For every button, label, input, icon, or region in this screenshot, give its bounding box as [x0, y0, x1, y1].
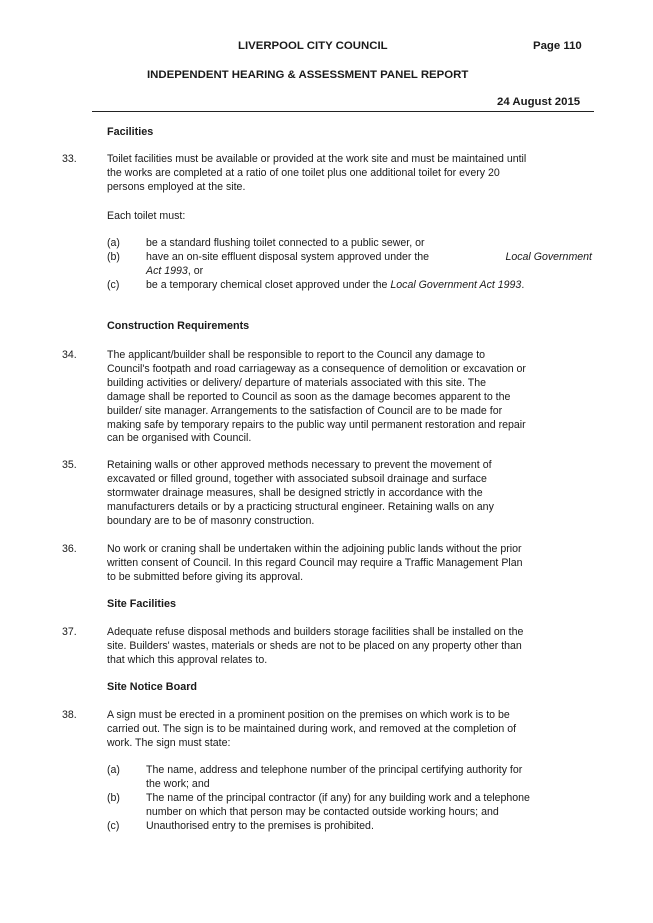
each-toilet-intro: Each toilet must:: [107, 210, 186, 222]
section-heading-site-notice-board: Site Notice Board: [107, 681, 197, 693]
clause-number-38: 38.: [62, 709, 77, 721]
clause-33-text: Toilet facilities must be available or provided at the work site and must be maintained until the works are completed at a ratio of one toilet plus one additional toilet for every 20 persons employed at the site.: [107, 153, 527, 193]
report-date: 24 August 2015: [497, 96, 581, 108]
list-item: have an on-site effluent disposal system approved under the Local Government Act 1993, or: [146, 251, 592, 277]
report-title: INDEPENDENT HEARING & ASSESSMENT PANEL REPORT: [147, 69, 469, 81]
list-item: be a standard flushing toilet connected to a public sewer, or: [146, 237, 425, 249]
clause-number-37: 37.: [62, 626, 77, 638]
list-item: Unauthorised entry to the premises is prohibited.: [146, 820, 374, 832]
clause-number-34: 34.: [62, 349, 77, 361]
page-number: Page 110: [533, 40, 582, 52]
item-label: (c): [107, 820, 120, 832]
clause-number-35: 35.: [62, 459, 77, 471]
item-label: (a): [107, 764, 120, 776]
section-heading-site-facilities: Site Facilities: [107, 598, 177, 610]
header-divider: [92, 111, 594, 112]
clause-34-text: The applicant/builder shall be responsible to report to the Council any damage to Council's footpath and road carriageway as a consequence of demolition or excavation or building activities or delivery/ departure of materials associated with this site. The damage shall be reported to Council as soon as the damage becomes apparent to the builder/ site manager. Arrangements to the satisfaction of Council are to be made for making safe by temporary repairs to the public way until permanent restoration and repair can be organised with Council.: [107, 349, 526, 445]
item-label: (c): [107, 279, 120, 291]
clause-36-text: No work or craning shall be undertaken within the adjoining public lands without the prior written consent of Council. In this regard Council may require a Traffic Management Plan to be submitted before giving its approval.: [107, 543, 523, 583]
clause-38-text: A sign must be erected in a prominent position on the premises on which work is to be carried out. The sign is to be maintained during work, and removed at the completion of work. The sign must state:: [107, 709, 517, 749]
clause-37-text: Adequate refuse disposal methods and builders storage facilities shall be installed on the site. Builders' wastes, materials or sheds are not to be placed on any property other than that which this approval relates to.: [107, 626, 524, 666]
clause-number-36: 36.: [62, 543, 77, 555]
item-label: (b): [107, 792, 120, 804]
item-label: (a): [107, 237, 120, 249]
section-heading-facilities: Facilities: [107, 126, 154, 138]
clause-number-33: 33.: [62, 153, 77, 165]
clause-35-text: Retaining walls or other approved methods necessary to prevent the movement of excavated or filled ground, together with associated subsoil drainage and surface stormwater drainage measures, shall be designed strictly in accordance with the manufacturers details or by a practicing structural engineer. Retaining walls on any boundary are to be of masonry construction.: [107, 459, 494, 527]
list-item: The name, address and telephone number of the principal certifying authority for the work; and: [146, 764, 523, 790]
list-item: The name of the principal contractor (if any) for any building work and a telephone number on which that person may be contacted outside working hours; and: [146, 792, 530, 818]
council-name: LIVERPOOL CITY COUNCIL: [238, 40, 388, 52]
section-heading-construction: Construction Requirements: [107, 320, 250, 332]
item-label: (b): [107, 251, 120, 263]
list-item: be a temporary chemical closet approved under the Local Government Act 1993.: [146, 279, 525, 291]
